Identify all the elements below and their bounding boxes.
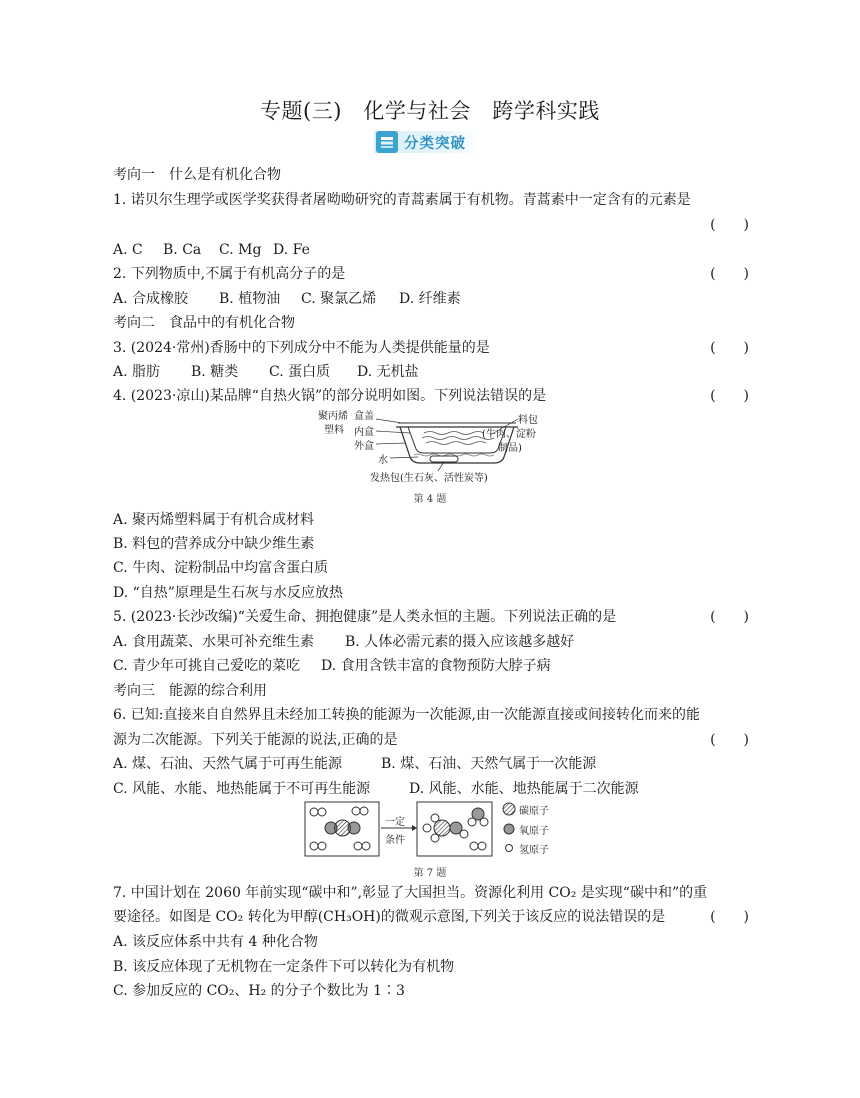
hotpot-diagram (318, 405, 558, 485)
option-c: C. 风能、水能、地热能属于不可再生能源 (113, 781, 371, 797)
section-badge (374, 131, 480, 153)
figure-caption: 第 4 题 (413, 494, 447, 505)
question-4-stem: 4. (2023·凉山)某品牌“自热火锅”的部分说明如图。下列说法错误的是 (113, 388, 547, 404)
question-6-line1: 6. 已知:直接来自自然界且未经加工转换的能源为一次能源,由一次能源直接或间接转化而来的能 (113, 707, 700, 723)
section-heading: 考向二 食品中的有机化合物 (113, 315, 295, 331)
question-3-stem: 3. (2024·常州)香肠中的下列成分中不能为人类提供能量的是 (113, 340, 490, 356)
reaction-diagram (304, 800, 560, 860)
page-title (0, 95, 860, 125)
question-7-stem: 要途径。如图是 CO₂ 转化为甲醇(CH₃OH)的微观示意图,下列关于该反应的说法错误的是 (113, 909, 666, 925)
question-3-text (113, 338, 749, 358)
answer-bracket: ( ) (710, 732, 749, 748)
section-heading: 考向一 什么是有机化合物 (113, 167, 281, 183)
option-b: B. 人体必需元素的摄入应该越多越好 (345, 634, 575, 650)
option-b: B. 糖类 (191, 364, 239, 380)
option-d: D. 纤维素 (399, 291, 461, 307)
legend-carbon: 碳原子 (519, 806, 549, 817)
option-a: A. 脂肪 (113, 364, 161, 380)
answer-bracket: ( ) (710, 609, 749, 625)
answer-bracket: ( ) (710, 388, 749, 404)
option-b: B. 煤、石油、天然气属于一次能源 (381, 756, 597, 772)
option-a: A. 煤、石油、天然气属于可再生能源 (113, 756, 343, 772)
question-4-option-d: D. “自热”原理是生石灰与水反应放热 (113, 585, 343, 601)
question-6-stem: 源为二次能源。下列关于能源的说法,正确的是 (113, 732, 398, 748)
label-polypropylene: 聚丙烯 (318, 411, 348, 422)
option-a: A. C (113, 242, 143, 258)
figure-caption: 第 7 题 (413, 868, 447, 879)
answer-bracket: ( ) (710, 266, 749, 282)
question-7-option-a: A. 该反应体系中共有 4 种化合物 (113, 934, 318, 950)
option-c: C. 青少年可挑自己爱吃的菜吃 (113, 658, 301, 674)
question-6-line2 (113, 730, 749, 750)
book-stack-icon (376, 131, 398, 153)
question-4-option-c: C. 牛肉、淀粉制品中均富含蛋白质 (113, 560, 329, 576)
question-7-line2 (113, 907, 749, 927)
question-5-stem: 5. (2023·长沙改编)“关爱生命、拥抱健康”是人类永恒的主题。下列说法正确的是 (113, 609, 617, 625)
question-1-text: 1. 诺贝尔生理学或医学奖获得者屠呦呦研究的青蒿素属于有机物。青蒿素中一定含有的元素是 (113, 192, 691, 208)
question-2-stem: 2. 下列物质中,不属于有机高分子的是 (113, 266, 346, 282)
answer-bracket: ( ) (710, 909, 749, 925)
answer-bracket: ( ) (710, 217, 749, 233)
question-7-option-b: B. 该反应体现了无机物在一定条件下可以转化为有机物 (113, 959, 455, 975)
legend-oxygen: 氧原子 (519, 826, 549, 837)
title-text: 专题(三) 化学与社会 跨学科实践 (260, 99, 600, 123)
label-plastic: 塑料 (324, 425, 344, 436)
label-outer-box: 外盒 (354, 441, 374, 452)
condition-label-1: 一定 (385, 817, 405, 828)
question-5-text (113, 607, 749, 627)
label-water: 水 (378, 455, 388, 466)
option-a: A. 合成橡胶 (113, 291, 189, 307)
label-ingredient-pack: 料包 (518, 415, 538, 426)
section-heading: 考向三 能源的综合利用 (113, 683, 267, 699)
option-d: D. 无机盐 (357, 364, 419, 380)
option-c: C. Mg (219, 242, 262, 258)
label-ingredients: (牛肉、淀粉 (482, 429, 536, 440)
question-4-option-b: B. 料包的营养成分中缺少维生素 (113, 536, 315, 552)
badge-label: 分类突破 (404, 135, 466, 152)
option-d: D. Fe (273, 242, 310, 258)
label-lid: 盒盖 (354, 411, 374, 422)
option-c: C. 聚氯乙烯 (301, 291, 377, 307)
option-c: C. 蛋白质 (269, 364, 331, 380)
legend-hydrogen: 氢原子 (519, 845, 549, 856)
option-a: A. 食用蔬菜、水果可补充维生素 (113, 634, 315, 650)
label-heating-pack: 发热包(生石灰、活性炭等) (370, 473, 488, 484)
question-4-text (113, 386, 749, 406)
label-inner-box: 内盒 (354, 427, 374, 438)
label-products: 制品) (498, 443, 522, 454)
option-d: D. 风能、水能、地热能属于二次能源 (409, 781, 639, 797)
question-4-option-a: A. 聚丙烯塑料属于有机合成材料 (113, 512, 315, 528)
option-b: B. 植物油 (219, 291, 281, 307)
question-7-line1: 7. 中国计划在 2060 年前实现“碳中和”,彰显了大国担当。资源化利用 CO₂ 是实现“碳中和”的重 (113, 885, 708, 901)
option-b: B. Ca (163, 242, 202, 258)
question-2-text (113, 264, 749, 284)
question-7-option-c: C. 参加反应的 CO₂、H₂ 的分子个数比为 1∶3 (113, 983, 405, 999)
option-d: D. 食用含铁丰富的食物预防大脖子病 (321, 658, 551, 674)
answer-bracket: ( ) (710, 340, 749, 356)
condition-label-2: 条件 (385, 835, 405, 846)
